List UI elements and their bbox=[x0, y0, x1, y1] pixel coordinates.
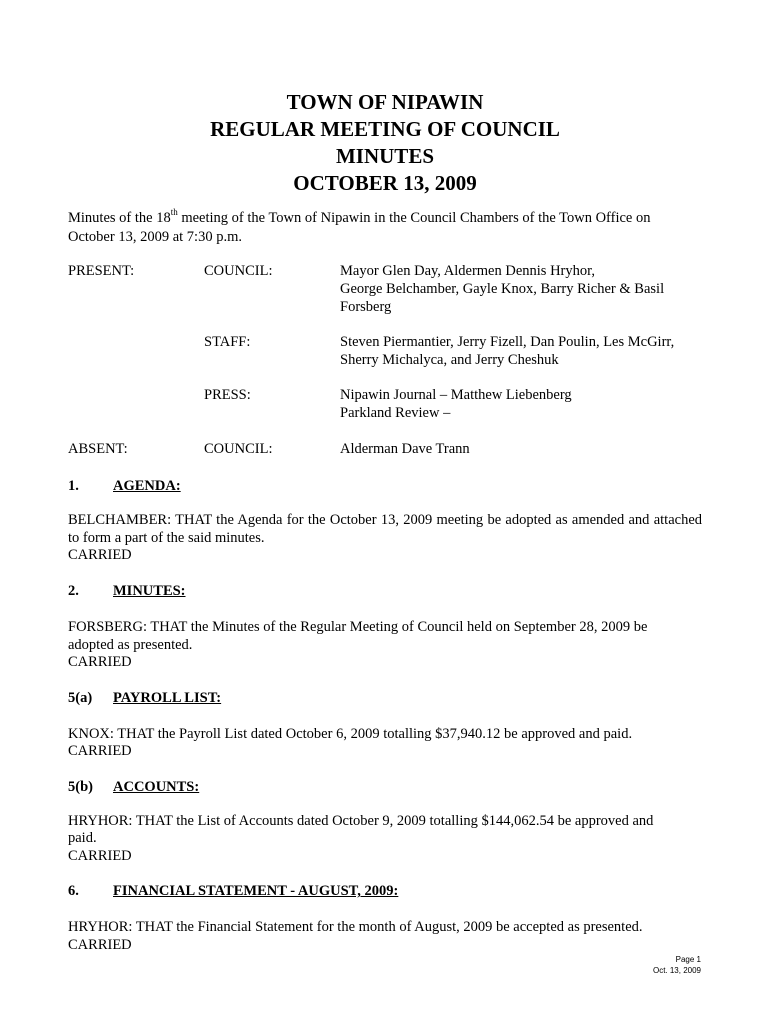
council-members-line-3: Forsberg bbox=[340, 299, 392, 315]
press-label: PRESS: bbox=[204, 387, 251, 403]
motion-result: CARRIED bbox=[68, 743, 132, 759]
absent-members: Alderman Dave Trann bbox=[340, 441, 470, 457]
staff-members-line-1: Steven Piermantier, Jerry Fizell, Dan Poulin, Les McGirr, bbox=[340, 334, 675, 350]
absent-label: ABSENT: bbox=[68, 441, 128, 457]
intro-line-2: October 13, 2009 at 7:30 p.m. bbox=[68, 229, 242, 245]
motion-result: CARRIED bbox=[68, 937, 132, 953]
footer-page-number: Page 1 bbox=[675, 955, 701, 964]
motion-result: CARRIED bbox=[68, 848, 132, 864]
section-number: 5(b) bbox=[68, 779, 93, 795]
section-number: 1. bbox=[68, 478, 79, 494]
title-meeting: REGULAR MEETING OF COUNCIL bbox=[210, 117, 560, 141]
title-town: TOWN OF NIPAWIN bbox=[286, 90, 484, 114]
section-heading: ACCOUNTS: bbox=[113, 779, 200, 795]
present-label: PRESENT: bbox=[68, 263, 135, 279]
press-line-2: Parkland Review – bbox=[340, 405, 451, 421]
motion-text: HRYHOR: THAT the Financial Statement for the month of August, 2009 be accepted as presented. bbox=[68, 919, 643, 935]
section-number: 5(a) bbox=[68, 690, 93, 706]
staff-label: STAFF: bbox=[204, 334, 251, 350]
staff-members-line-2: Sherry Michalyca, and Jerry Cheshuk bbox=[340, 352, 559, 368]
footer-date: Oct. 13, 2009 bbox=[652, 966, 701, 975]
motion-text: adopted as presented. bbox=[68, 637, 193, 653]
motion-text: paid. bbox=[68, 830, 97, 846]
council-label: COUNCIL: bbox=[204, 263, 273, 279]
motion-text: HRYHOR: THAT the List of Accounts dated October 9, 2009 totalling $144,062.54 be approved and bbox=[68, 813, 654, 829]
press-line-1: Nipawin Journal – Matthew Liebenberg bbox=[340, 387, 572, 403]
motion-text: KNOX: THAT the Payroll List dated October 6, 2009 totalling $37,940.12 be approved and paid. bbox=[68, 726, 633, 742]
section-heading: PAYROLL LIST: bbox=[113, 690, 222, 706]
title-minutes: MINUTES bbox=[335, 144, 435, 168]
motion-result: CARRIED bbox=[68, 547, 132, 563]
motion-result: CARRIED bbox=[68, 654, 132, 670]
section-heading: AGENDA: bbox=[113, 478, 181, 494]
absent-council-label: COUNCIL: bbox=[204, 441, 273, 457]
section-number: 6. bbox=[68, 883, 79, 899]
council-members-line-2: George Belchamber, Gayle Knox, Barry Richer & Basil bbox=[340, 281, 665, 297]
ordinal-suffix: th bbox=[170, 207, 178, 218]
motion-text: BELCHAMBER: THAT the Agenda for the October 13, 2009 meeting be adopted as amended and attached to form a part of the said minutes. bbox=[68, 512, 702, 546]
motion-text: FORSBERG: THAT the Minutes of the Regular Meeting of Council held on September 28, 2009 be bbox=[68, 619, 648, 635]
title-date: OCTOBER 13, 2009 bbox=[293, 171, 477, 195]
council-members-line-1: Mayor Glen Day, Aldermen Dennis Hryhor, bbox=[340, 263, 595, 279]
section-heading: MINUTES: bbox=[113, 583, 186, 599]
section-number: 2. bbox=[68, 583, 79, 599]
section-heading: FINANCIAL STATEMENT - AUGUST, 2009: bbox=[113, 883, 399, 899]
intro-line-1: Minutes of the 18th meeting of the Town of Nipawin in the Council Chambers of the Town Office on bbox=[68, 207, 651, 226]
